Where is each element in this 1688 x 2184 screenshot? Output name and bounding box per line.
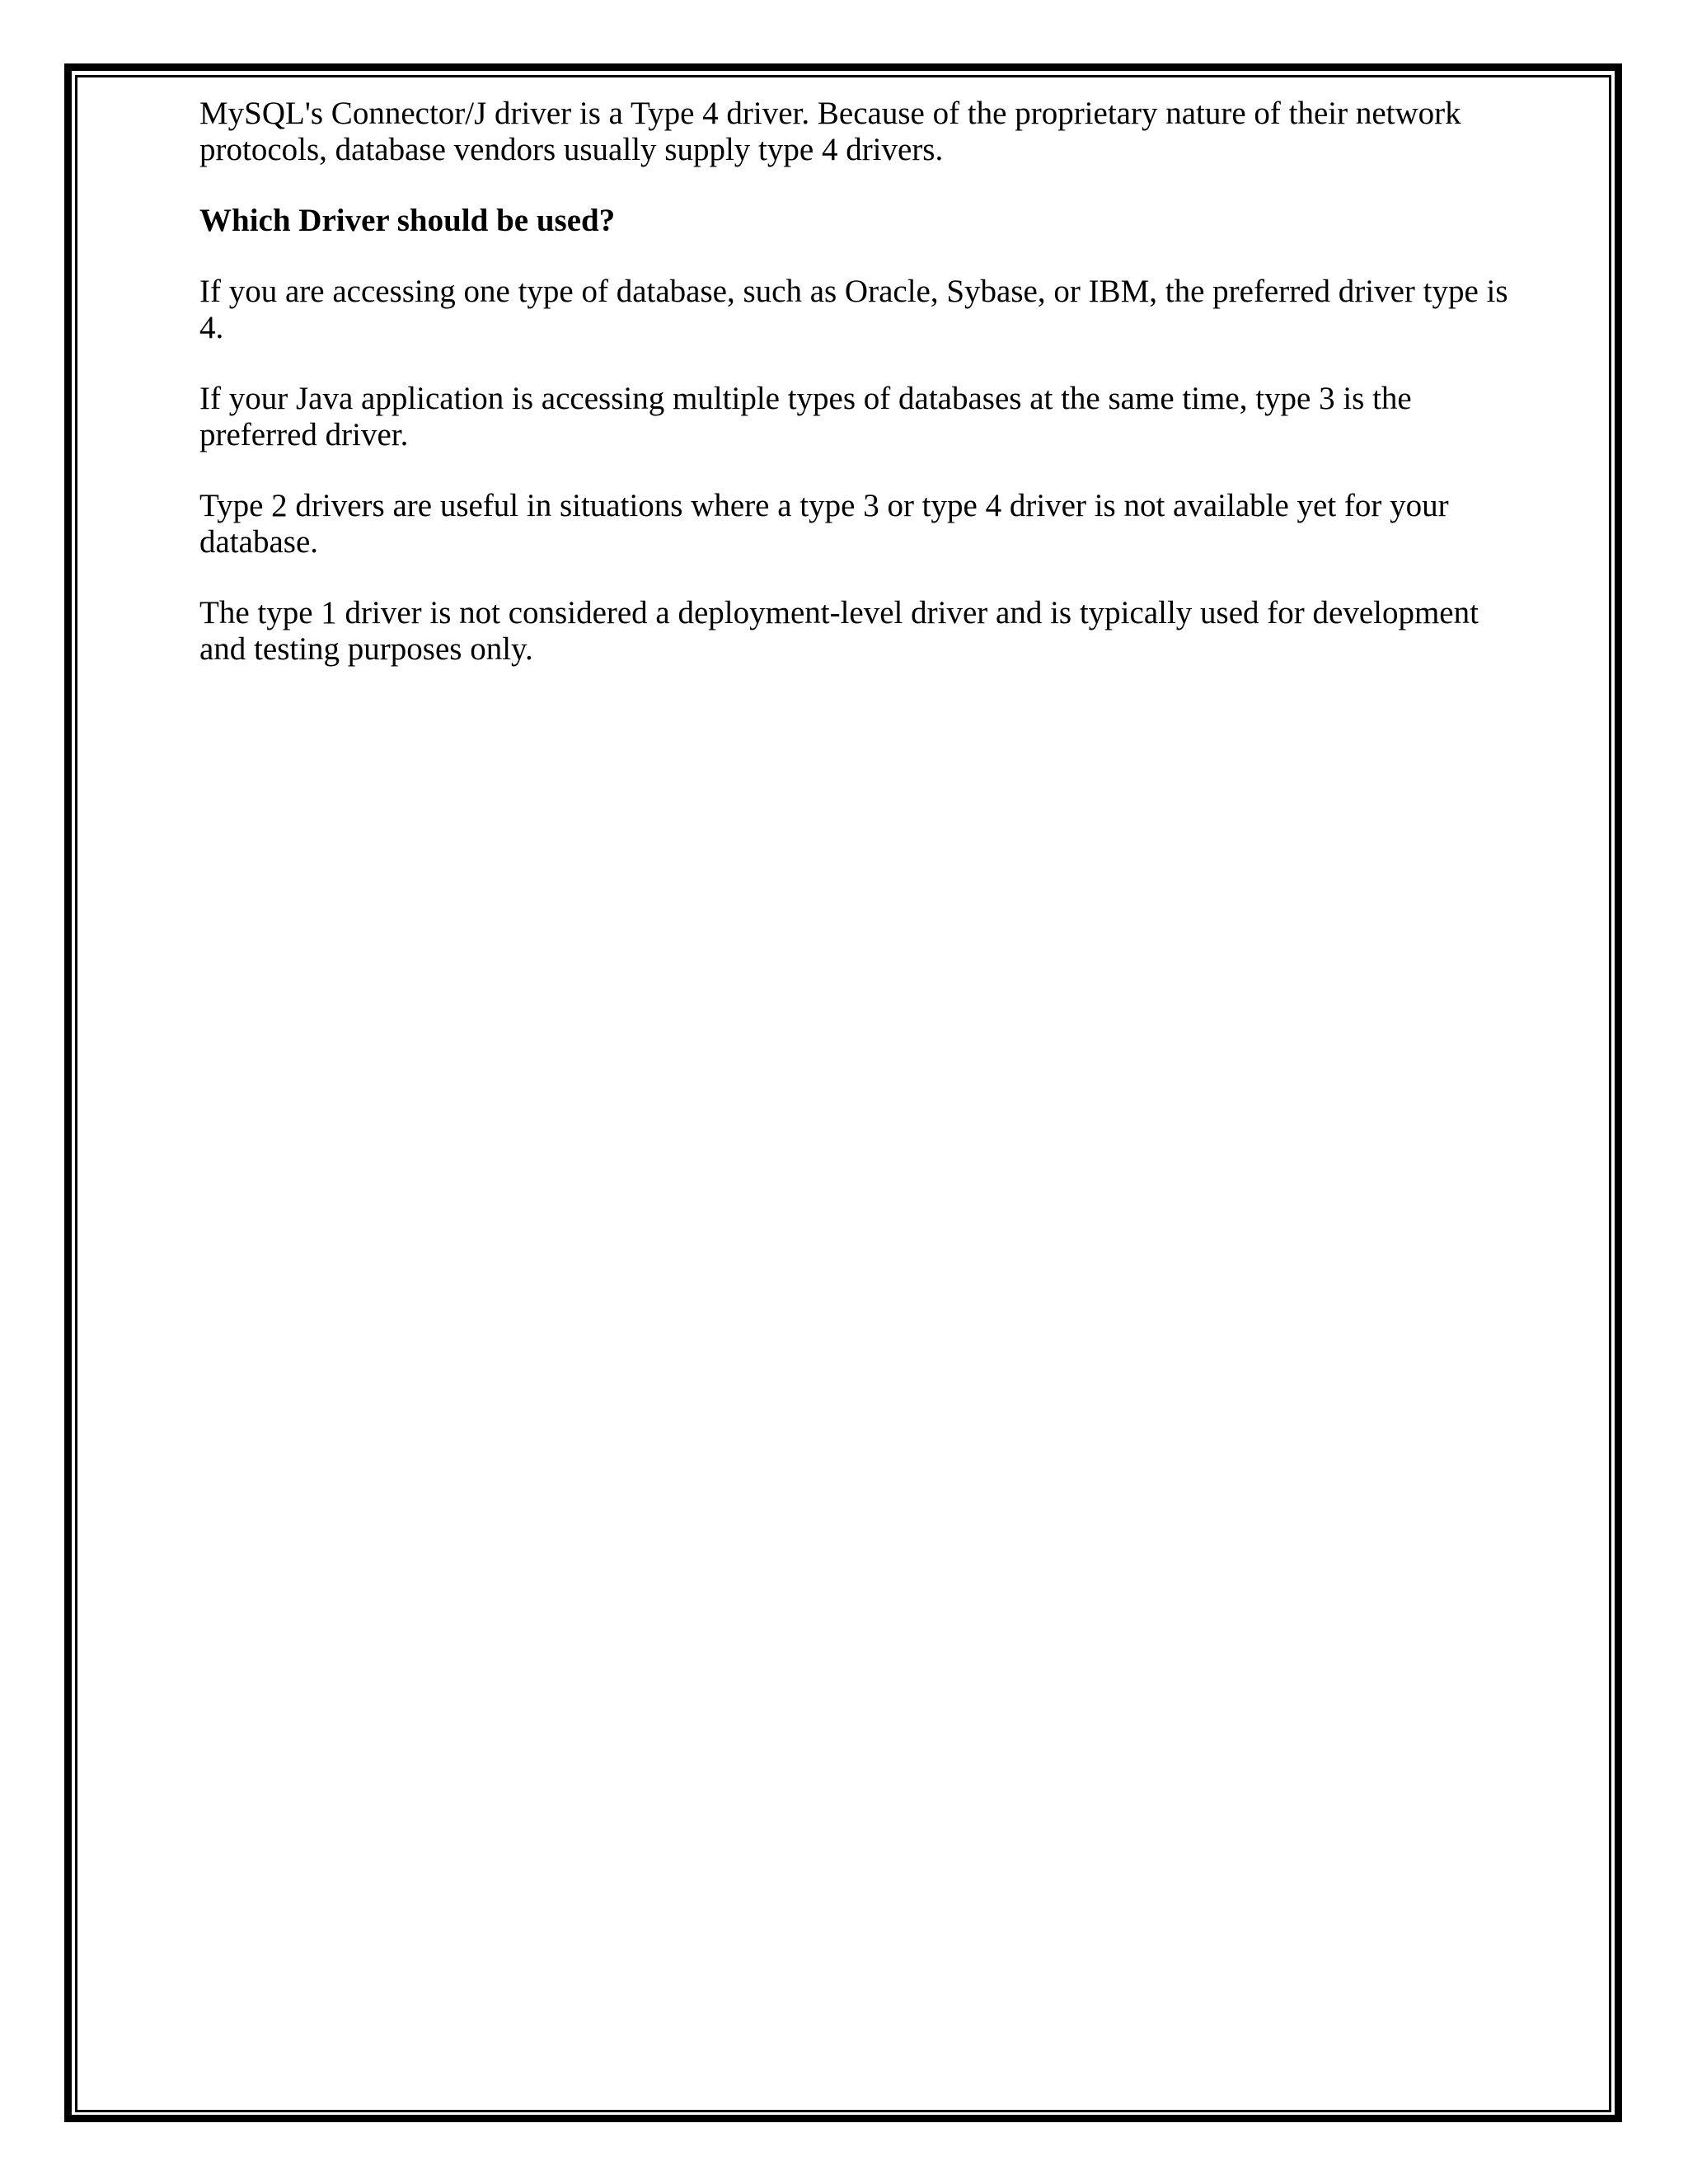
section-heading: Which Driver should be used? bbox=[199, 203, 616, 238]
page-content bbox=[199, 96, 1518, 702]
paragraph-type-4: If you are accessing one type of database, such as Oracle, Sybase, or IBM, the preferred driver type is 4. bbox=[199, 274, 1508, 345]
paragraph-type-1: The type 1 driver is not considered a deployment-level driver and is typically used for development and testing purposes only. bbox=[199, 595, 1479, 667]
paragraph-connector-j: MySQL's Connector/J driver is a Type 4 driver. Because of the proprietary nature of their network protocols, database vendors usually supply type 4 drivers. bbox=[199, 96, 1461, 167]
paragraph-type-2: Type 2 drivers are useful in situations where a type 3 or type 4 driver is not available yet for your database. bbox=[199, 488, 1449, 560]
paragraph-type-3: If your Java application is accessing multiple types of databases at the same time, type 3 is the preferred driver. bbox=[199, 381, 1412, 452]
